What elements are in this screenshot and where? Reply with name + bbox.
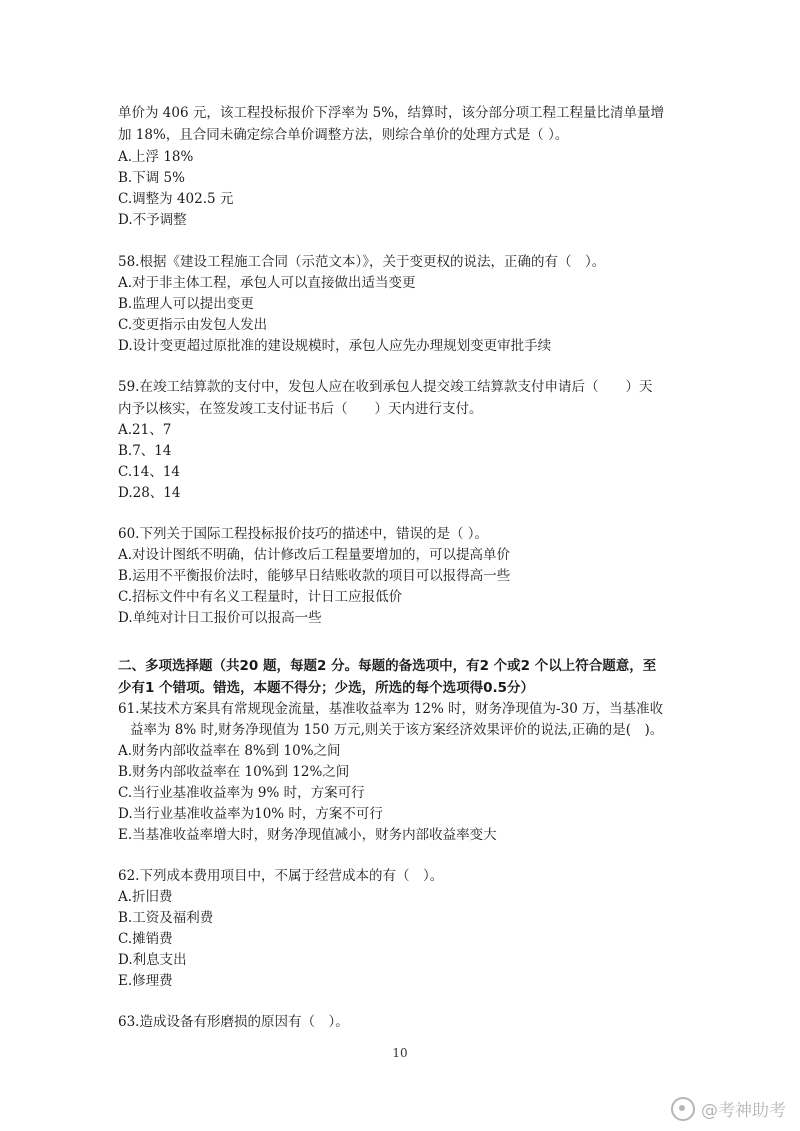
q59-option-b: B.7、14: [118, 443, 172, 459]
q60-option-a: A.对设计图纸不明确，估计修改后工程量要增加的，可以提高单价: [118, 547, 511, 563]
q61-option-d: D.当行业基准收益率为10% 时，方案不可行: [118, 806, 383, 822]
q60-option-b: B.运用不平衡报价法时，能够早日结账收款的项目可以报得高一些: [118, 568, 511, 584]
q62-option-a: A.折旧费: [118, 889, 173, 905]
q62-option-c: C.摊销费: [118, 931, 173, 947]
q61-option-b: B.财务内部收益率在 10%到 12%之间: [118, 764, 350, 780]
q62-option-b: B.工资及福利费: [118, 910, 214, 926]
q59-stem-line2: 内予以核实，在签发竣工支付证书后（ ）天内进行支付。: [118, 401, 483, 417]
q58-option-d: D.设计变更超过原批准的建设规模时，承包人应先办理规划变更审批手续: [118, 338, 552, 354]
q57-stem-line2: 加 18%，且合同未确定综合单价调整方法，则综合单价的处理方式是（ ）。: [118, 127, 569, 143]
q60-option-d: D.单纯对计日工报价可以报高一些: [118, 610, 322, 626]
q62-option-e: E.修理费: [118, 973, 173, 989]
q58-stem: 58.根据《建设工程施工合同（示范文本）》，关于变更权的说法，正确的有（ ）。: [118, 254, 606, 270]
q62-option-d: D.利息支出: [118, 952, 187, 968]
q62-stem: 62.下列成本费用项目中，不属于经营成本的有（ ）。: [118, 868, 444, 884]
q57-option-c: C.调整为 402.5 元: [118, 191, 234, 207]
q57-option-a: A.上浮 18%: [118, 149, 194, 165]
q61-stem-line2: 益率为 8% 时,财务净现值为 150 万元,则关于该方案经济效果评价的说法,正确的是( )。: [130, 722, 664, 738]
q61-option-a: A.财务内部收益率在 8%到 10%之间: [118, 743, 341, 759]
q58-option-c: C.变更指示由发包人发出: [118, 317, 268, 333]
q61-option-e: E.当基准收益率增大时，财务净现值减小，财务内部收益率变大: [118, 827, 497, 843]
q59-option-c: C.14、14: [118, 464, 180, 480]
q57-option-b: B.下调 5%: [118, 170, 185, 186]
q57-stem-line1: 单价为 406 元，该工程投标报价下浮率为 5%，结算时，该分部分项工程工程量比清单量增: [118, 105, 665, 121]
q59-option-d: D.28、14: [118, 485, 181, 501]
q61-stem-line1: 61.某技术方案具有常规现金流量，基准收益率为 12% 时，财务净现值为-30 万，当基准收: [118, 701, 664, 717]
q59-stem-line1: 59.在竣工结算款的支付中，发包人应在收到承包人提交竣工结算款支付申请后（ ）天: [118, 379, 653, 395]
watermark: [671, 1096, 786, 1121]
q61-option-c: C.当行业基准收益率为 9% 时，方案可行: [118, 785, 365, 801]
q59-option-a: A.21、7: [118, 422, 172, 438]
watermark-text: @考神助考: [701, 1101, 786, 1121]
q58-option-a: A.对于非主体工程，承包人可以直接做出适当变更: [118, 275, 416, 291]
section-heading-line1: 二、多项选择题（共20 题，每题2 分。每题的备选项中，有2 个或2 个以上符合题意，至: [118, 658, 657, 674]
q60-stem: 60.下列关于国际工程投标报价技巧的描述中，错误的是（ ）。: [118, 526, 489, 542]
watermark-logo-icon: [671, 1097, 695, 1121]
section-heading-line2: 少有1 个错项。错选，本题不得分；少选，所选的每个选项得0.5分）: [118, 680, 535, 696]
q58-option-b: B.监理人可以提出变更: [118, 296, 254, 312]
q63-stem: 63.造成设备有形磨损的原因有（ ）。: [118, 1014, 349, 1030]
q57-option-d: D.不予调整: [118, 212, 187, 228]
page-number: 10: [392, 1046, 408, 1060]
q60-option-c: C.招标文件中有名义工程量时，计日工应报低价: [118, 589, 403, 605]
